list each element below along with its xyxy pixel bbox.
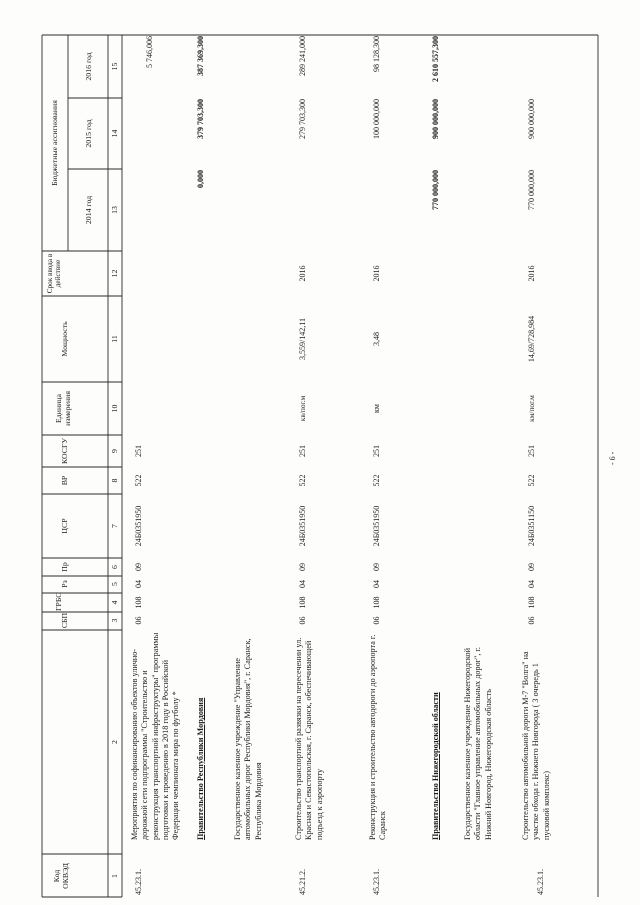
- row3-csr: 24Б0351950: [372, 505, 381, 547]
- row2-2016: 289 241,000: [298, 36, 307, 76]
- row3-kosgu: 251: [372, 445, 381, 457]
- row3-grbs: 108: [372, 596, 381, 609]
- colnum-2: 2: [110, 740, 119, 744]
- header-2016: 2016 год: [84, 52, 93, 81]
- row4-unit: км/пог.м: [527, 395, 536, 422]
- colnum-1: 1: [110, 874, 119, 878]
- header-2014: 2014 год: [84, 195, 93, 225]
- row3-term: 2016: [372, 265, 381, 282]
- row2-pr: 09: [298, 563, 307, 571]
- colnum-9: 9: [110, 449, 119, 453]
- row1-pr: 09: [134, 563, 143, 571]
- org1-2016: 387 369,300: [196, 36, 205, 76]
- colnum-12: 12: [110, 269, 119, 278]
- org1-2015: 379 703,300: [196, 99, 205, 139]
- row3-2015: 100 000,000: [372, 99, 381, 139]
- colnum-13: 13: [110, 206, 119, 214]
- org2-name: Правительство Нижегородской области: [431, 692, 440, 840]
- header-unit: Единица измерения: [54, 391, 72, 426]
- row2-name: Строительство транспортной развязки на пересечении ул. Красная и Севастопольская, г. Саранск, обеспечивающей подъезд к аэропорту: [294, 637, 324, 840]
- row4-csr: 24Б0351150: [527, 505, 536, 547]
- row1-2016: 5 746,006: [145, 36, 154, 68]
- row4-grbs: 108: [527, 596, 536, 609]
- row3-name: Реконструкция и строительство автодороги до аэропорта г. Саранск: [368, 634, 388, 840]
- page-number: - 6 -: [608, 451, 617, 465]
- row2-2015: 279 703,300: [298, 99, 307, 139]
- header-sbp: СБП: [60, 612, 69, 629]
- header-rz: Рз: [60, 580, 69, 588]
- colnum-11: 11: [110, 335, 119, 343]
- row2-term: 2016: [298, 265, 307, 282]
- row2-grbs: 108: [298, 596, 307, 609]
- row3-pr: 09: [372, 563, 381, 571]
- row1-name: Мероприятия по софинансированию объектов улично-дорожной сети подпрограммы "Строительство и реконструкция транспортной инфраструктуры" программы подготовки к проведению в 2018 году в Российской Федерации чемпионата мира по футболу *: [130, 632, 181, 840]
- org1-name: Правительство Республики Мордовия: [196, 697, 205, 840]
- colnum-8: 8: [110, 478, 119, 483]
- row4-name: Строительство автомобильной дороги М-7 "Волга" на участке обхода г. Нижнего Новгорода ( 3 очередь 1 пусковой комплекс): [521, 651, 551, 840]
- row1-kosgu: 251: [134, 445, 143, 457]
- row1-sbp: 06: [134, 616, 143, 625]
- colnum-14: 14: [110, 129, 119, 138]
- row2-sbp: 06: [298, 616, 307, 625]
- colnum-15: 15: [110, 62, 119, 71]
- row4-2014: 770 000,000: [527, 170, 536, 210]
- row3-power: 3,48: [372, 332, 381, 346]
- row1-grbs: 108: [134, 596, 143, 609]
- row3-rz: 04: [372, 580, 381, 588]
- org2-2015: 900 000,000: [431, 99, 440, 139]
- header-kosgu: КОСГУ: [60, 438, 69, 464]
- header-grbs: ГРБС: [54, 592, 63, 611]
- header-okved: Код ОКВЭД: [52, 863, 70, 889]
- header-csr: ЦСР: [60, 518, 69, 534]
- header-term: Срок ввода в действие: [46, 253, 63, 294]
- row4-code: 45.23.1.: [536, 869, 545, 895]
- row4-kosgu: 251: [527, 445, 536, 457]
- org1-2014: 0,000: [196, 170, 205, 188]
- inst1-name: Государственное казенное учреждение "Управление автомобильных дорог Республики Мордовия", г. Саранск, Республика Мордовия: [233, 638, 263, 840]
- colnum-6: 6: [110, 565, 119, 569]
- org2-2014: 770 000,000: [431, 170, 440, 210]
- row2-power: 3,559/142,11: [298, 318, 307, 360]
- colnum-7: 7: [110, 524, 119, 528]
- row4-power: 14,69/728,984: [527, 315, 536, 363]
- inst2-name: Государственное казенное учреждение Нижегородской области "Главное управление автомобильных дорог", г. Нижний Новгород, Нижегородская область: [463, 647, 493, 840]
- colnum-10: 10: [110, 404, 119, 413]
- colnum-4: 4: [110, 600, 119, 605]
- row4-sbp: 06: [527, 616, 536, 625]
- row2-rz: 04: [298, 580, 307, 588]
- row2-csr: 24Б0351950: [298, 505, 307, 547]
- row1-code: 45.23.1.: [134, 869, 143, 895]
- row3-2016: 98 128,300: [372, 36, 381, 72]
- row3-sbp: 06: [372, 616, 381, 625]
- row1-vr: 522: [134, 474, 143, 487]
- row4-pr: 09: [527, 563, 536, 571]
- org2-2016: 2 610 557,300: [431, 36, 440, 82]
- row2-unit: кв/пог.м: [298, 395, 307, 422]
- row3-unit: км: [372, 404, 381, 413]
- row3-vr: 522: [372, 474, 381, 487]
- row4-term: 2016: [527, 265, 536, 282]
- header-2015: 2015 год: [84, 119, 93, 148]
- row2-code: 45.21.2.: [298, 869, 307, 895]
- row1-csr: 24Б0351950: [134, 505, 143, 547]
- colnum-3: 3: [110, 618, 119, 623]
- colnum-5: 5: [110, 582, 119, 586]
- header-budget: Бюджетные ассигнования: [50, 100, 59, 186]
- header-vr: ВР: [60, 475, 69, 486]
- row4-vr: 522: [527, 474, 536, 487]
- row4-2015: 900 000,000: [527, 99, 536, 139]
- header-pr: Пр: [60, 562, 69, 572]
- row2-vr: 522: [298, 474, 307, 487]
- row1-rz: 04: [134, 580, 143, 588]
- header-power: Мощность: [60, 321, 69, 357]
- row3-code: 45.23.1.: [372, 869, 381, 895]
- row4-rz: 04: [527, 580, 536, 588]
- row2-kosgu: 251: [298, 445, 307, 457]
